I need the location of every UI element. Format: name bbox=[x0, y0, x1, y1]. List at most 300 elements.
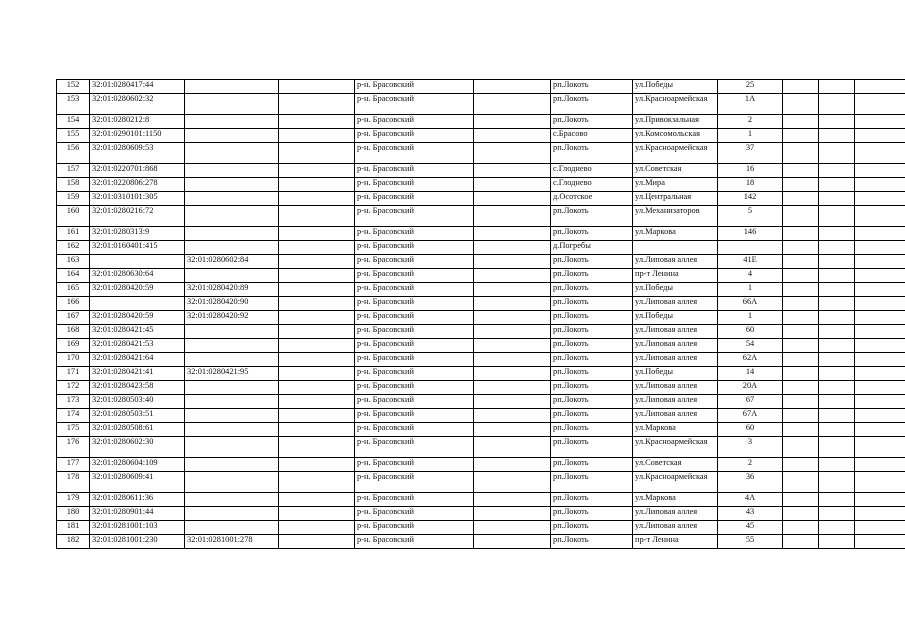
district-cell: р-н. Брасовский bbox=[355, 472, 474, 493]
blank-col-d-cell bbox=[819, 255, 855, 269]
blank-col-d-cell bbox=[819, 94, 855, 115]
blank-col-e-cell bbox=[855, 143, 905, 164]
cadastral-number-cell: 32:01:0280611:36 bbox=[90, 493, 185, 507]
table-row bbox=[57, 283, 905, 297]
street-cell: пр-т Ленина bbox=[633, 535, 718, 549]
blank-col-c-cell bbox=[783, 521, 819, 535]
blank-col-d-cell bbox=[819, 283, 855, 297]
blank-col-d-cell bbox=[819, 353, 855, 367]
blank-col-e-cell bbox=[855, 325, 905, 339]
street-cell: ул.Мира bbox=[633, 178, 718, 192]
blank-col-b-cell bbox=[474, 521, 551, 535]
blank-col-a-cell bbox=[279, 297, 355, 311]
blank-col-a-cell bbox=[279, 178, 355, 192]
street-cell: ул.Победы bbox=[633, 311, 718, 325]
blank-col-b-cell bbox=[474, 507, 551, 521]
blank-col-b-cell bbox=[474, 325, 551, 339]
parent-cadastral-number-cell bbox=[185, 381, 279, 395]
blank-col-c-cell bbox=[783, 423, 819, 437]
blank-col-b-cell bbox=[474, 472, 551, 493]
parent-cadastral-number-cell bbox=[185, 94, 279, 115]
street-cell: ул.Маркова bbox=[633, 493, 718, 507]
house-number-cell: 146 bbox=[718, 227, 783, 241]
cadastral-number-cell: 32:01:0280421:53 bbox=[90, 339, 185, 353]
district-cell: р-н. Брасовский bbox=[355, 129, 474, 143]
cadastral-number-cell: 32:01:0280417:44 bbox=[90, 80, 185, 94]
district-cell: р-н. Брасовский bbox=[355, 311, 474, 325]
locality-cell: рп.Локоть bbox=[551, 409, 633, 423]
street-cell: ул.Красноармейская bbox=[633, 94, 718, 115]
district-cell: р-н. Брасовский bbox=[355, 367, 474, 381]
blank-col-a-cell bbox=[279, 311, 355, 325]
street-cell: ул.Центральная bbox=[633, 192, 718, 206]
blank-col-b-cell bbox=[474, 206, 551, 227]
table-row bbox=[57, 143, 905, 164]
table-row bbox=[57, 255, 905, 269]
locality-cell: рп.Локоть bbox=[551, 143, 633, 164]
row-number-cell: 173 bbox=[57, 395, 90, 409]
table-row bbox=[57, 409, 905, 423]
blank-col-b-cell bbox=[474, 353, 551, 367]
blank-col-d-cell bbox=[819, 80, 855, 94]
table-row bbox=[57, 94, 905, 115]
locality-cell: рп.Локоть bbox=[551, 535, 633, 549]
registry-table bbox=[56, 79, 905, 549]
parent-cadastral-number-cell: 32:01:0280420:90 bbox=[185, 297, 279, 311]
blank-col-a-cell bbox=[279, 437, 355, 458]
blank-col-e-cell bbox=[855, 472, 905, 493]
blank-col-a-cell bbox=[279, 115, 355, 129]
street-cell: ул.Победы bbox=[633, 80, 718, 94]
street-cell: ул.Советская bbox=[633, 164, 718, 178]
row-number-cell: 160 bbox=[57, 206, 90, 227]
blank-col-b-cell bbox=[474, 129, 551, 143]
street-cell: ул.Липовая аллея bbox=[633, 395, 718, 409]
table-row bbox=[57, 241, 905, 255]
locality-cell: рп.Локоть bbox=[551, 80, 633, 94]
house-number-cell: 66А bbox=[718, 297, 783, 311]
blank-col-c-cell bbox=[783, 241, 819, 255]
blank-col-b-cell bbox=[474, 80, 551, 94]
blank-col-d-cell bbox=[819, 311, 855, 325]
blank-col-a-cell bbox=[279, 192, 355, 206]
blank-col-e-cell bbox=[855, 409, 905, 423]
district-cell: р-н. Брасовский bbox=[355, 192, 474, 206]
cadastral-number-cell: 32:01:0280604:109 bbox=[90, 458, 185, 472]
blank-col-b-cell bbox=[474, 283, 551, 297]
cadastral-number-cell: 32:01:0280508:61 bbox=[90, 423, 185, 437]
blank-col-a-cell bbox=[279, 255, 355, 269]
blank-col-c-cell bbox=[783, 297, 819, 311]
blank-col-c-cell bbox=[783, 535, 819, 549]
blank-col-c-cell bbox=[783, 269, 819, 283]
row-number-cell: 154 bbox=[57, 115, 90, 129]
blank-col-b-cell bbox=[474, 164, 551, 178]
house-number-cell: 18 bbox=[718, 178, 783, 192]
parent-cadastral-number-cell bbox=[185, 423, 279, 437]
blank-col-a-cell bbox=[279, 325, 355, 339]
locality-cell: рп.Локоть bbox=[551, 521, 633, 535]
cadastral-number-cell: 32:01:0280420:59 bbox=[90, 283, 185, 297]
blank-col-a-cell bbox=[279, 94, 355, 115]
table-row bbox=[57, 269, 905, 283]
street-cell: ул.Советская bbox=[633, 458, 718, 472]
cadastral-number-cell: 32:01:0280212:8 bbox=[90, 115, 185, 129]
parent-cadastral-number-cell bbox=[185, 192, 279, 206]
house-number-cell: 4 bbox=[718, 269, 783, 283]
blank-col-a-cell bbox=[279, 269, 355, 283]
blank-col-b-cell bbox=[474, 115, 551, 129]
blank-col-e-cell bbox=[855, 178, 905, 192]
parent-cadastral-number-cell bbox=[185, 521, 279, 535]
district-cell: р-н. Брасовский bbox=[355, 80, 474, 94]
district-cell: р-н. Брасовский bbox=[355, 339, 474, 353]
table-row bbox=[57, 192, 905, 206]
blank-col-b-cell bbox=[474, 339, 551, 353]
blank-col-d-cell bbox=[819, 507, 855, 521]
blank-col-d-cell bbox=[819, 395, 855, 409]
cadastral-number-cell: 32:01:0220806:278 bbox=[90, 178, 185, 192]
table-row bbox=[57, 353, 905, 367]
house-number-cell: 1А bbox=[718, 94, 783, 115]
district-cell: р-н. Брасовский bbox=[355, 521, 474, 535]
blank-col-d-cell bbox=[819, 192, 855, 206]
table-row bbox=[57, 129, 905, 143]
table-row bbox=[57, 395, 905, 409]
blank-col-e-cell bbox=[855, 535, 905, 549]
locality-cell: рп.Локоть bbox=[551, 493, 633, 507]
street-cell: ул.Красноармейская bbox=[633, 143, 718, 164]
blank-col-d-cell bbox=[819, 437, 855, 458]
locality-cell: рп.Локоть bbox=[551, 311, 633, 325]
blank-col-e-cell bbox=[855, 129, 905, 143]
parent-cadastral-number-cell bbox=[185, 353, 279, 367]
house-number-cell: 55 bbox=[718, 535, 783, 549]
district-cell: р-н. Брасовский bbox=[355, 178, 474, 192]
blank-col-e-cell bbox=[855, 493, 905, 507]
cadastral-number-cell: 32:01:0280609:41 bbox=[90, 472, 185, 493]
district-cell: р-н. Брасовский bbox=[355, 437, 474, 458]
locality-cell: рп.Локоть bbox=[551, 507, 633, 521]
row-number-cell: 175 bbox=[57, 423, 90, 437]
cadastral-number-cell: 32:01:0220701:868 bbox=[90, 164, 185, 178]
parent-cadastral-number-cell: 32:01:0280421:95 bbox=[185, 367, 279, 381]
parent-cadastral-number-cell bbox=[185, 129, 279, 143]
house-number-cell: 37 bbox=[718, 143, 783, 164]
street-cell: ул.Липовая аллея bbox=[633, 507, 718, 521]
street-cell: ул.Комсомольская bbox=[633, 129, 718, 143]
cadastral-number-cell: 32:01:0280421:45 bbox=[90, 325, 185, 339]
parent-cadastral-number-cell bbox=[185, 472, 279, 493]
row-number-cell: 161 bbox=[57, 227, 90, 241]
row-number-cell: 170 bbox=[57, 353, 90, 367]
house-number-cell: 1 bbox=[718, 311, 783, 325]
cadastral-number-cell: 32:01:0280313:9 bbox=[90, 227, 185, 241]
blank-col-c-cell bbox=[783, 192, 819, 206]
blank-col-e-cell bbox=[855, 255, 905, 269]
blank-col-a-cell bbox=[279, 143, 355, 164]
district-cell: р-н. Брасовский bbox=[355, 269, 474, 283]
house-number-cell: 62А bbox=[718, 353, 783, 367]
street-cell: ул.Механизаторов bbox=[633, 206, 718, 227]
row-number-cell: 169 bbox=[57, 339, 90, 353]
blank-col-c-cell bbox=[783, 255, 819, 269]
blank-col-b-cell bbox=[474, 311, 551, 325]
district-cell: р-н. Брасовский bbox=[355, 423, 474, 437]
blank-col-b-cell bbox=[474, 192, 551, 206]
parent-cadastral-number-cell: 32:01:0280420:92 bbox=[185, 311, 279, 325]
table-row bbox=[57, 472, 905, 493]
locality-cell: рп.Локоть bbox=[551, 472, 633, 493]
cadastral-number-cell: 32:01:0280503:51 bbox=[90, 409, 185, 423]
table-row bbox=[57, 521, 905, 535]
cadastral-number-cell: 32:01:0280421:41 bbox=[90, 367, 185, 381]
blank-col-b-cell bbox=[474, 143, 551, 164]
row-number-cell: 167 bbox=[57, 311, 90, 325]
blank-col-d-cell bbox=[819, 115, 855, 129]
blank-col-e-cell bbox=[855, 227, 905, 241]
blank-col-c-cell bbox=[783, 206, 819, 227]
blank-col-a-cell bbox=[279, 423, 355, 437]
blank-col-c-cell bbox=[783, 472, 819, 493]
parent-cadastral-number-cell bbox=[185, 241, 279, 255]
blank-col-c-cell bbox=[783, 367, 819, 381]
blank-col-e-cell bbox=[855, 80, 905, 94]
blank-col-e-cell bbox=[855, 381, 905, 395]
blank-col-d-cell bbox=[819, 164, 855, 178]
house-number-cell: 2 bbox=[718, 115, 783, 129]
cadastral-number-cell: 32:01:0280609:53 bbox=[90, 143, 185, 164]
row-number-cell: 166 bbox=[57, 297, 90, 311]
table-row bbox=[57, 423, 905, 437]
blank-col-e-cell bbox=[855, 458, 905, 472]
blank-col-d-cell bbox=[819, 535, 855, 549]
street-cell: ул.Победы bbox=[633, 367, 718, 381]
blank-col-c-cell bbox=[783, 129, 819, 143]
blank-col-d-cell bbox=[819, 241, 855, 255]
blank-col-c-cell bbox=[783, 94, 819, 115]
parent-cadastral-number-cell bbox=[185, 507, 279, 521]
cadastral-number-cell: 32:01:0160401:415 bbox=[90, 241, 185, 255]
house-number-cell: 25 bbox=[718, 80, 783, 94]
blank-col-d-cell bbox=[819, 206, 855, 227]
locality-cell: рп.Локоть bbox=[551, 353, 633, 367]
blank-col-a-cell bbox=[279, 535, 355, 549]
house-number-cell: 142 bbox=[718, 192, 783, 206]
parent-cadastral-number-cell bbox=[185, 227, 279, 241]
street-cell: ул.Липовая аллея bbox=[633, 339, 718, 353]
blank-col-c-cell bbox=[783, 227, 819, 241]
blank-col-d-cell bbox=[819, 297, 855, 311]
locality-cell: д.Осотское bbox=[551, 192, 633, 206]
blank-col-b-cell bbox=[474, 255, 551, 269]
street-cell: ул.Липовая аллея bbox=[633, 521, 718, 535]
blank-col-e-cell bbox=[855, 164, 905, 178]
locality-cell: рп.Локоть bbox=[551, 269, 633, 283]
blank-col-a-cell bbox=[279, 283, 355, 297]
blank-col-b-cell bbox=[474, 367, 551, 381]
blank-col-d-cell bbox=[819, 143, 855, 164]
parent-cadastral-number-cell bbox=[185, 178, 279, 192]
blank-col-e-cell bbox=[855, 241, 905, 255]
house-number-cell: 67 bbox=[718, 395, 783, 409]
cadastral-number-cell: 32:01:0280602:32 bbox=[90, 94, 185, 115]
row-number-cell: 153 bbox=[57, 94, 90, 115]
blank-col-a-cell bbox=[279, 493, 355, 507]
blank-col-c-cell bbox=[783, 381, 819, 395]
parent-cadastral-number-cell bbox=[185, 325, 279, 339]
parent-cadastral-number-cell bbox=[185, 339, 279, 353]
cadastral-number-cell bbox=[90, 297, 185, 311]
street-cell: ул.Липовая аллея bbox=[633, 297, 718, 311]
table-row bbox=[57, 493, 905, 507]
blank-col-a-cell bbox=[279, 458, 355, 472]
blank-col-a-cell bbox=[279, 367, 355, 381]
blank-col-e-cell bbox=[855, 115, 905, 129]
blank-col-c-cell bbox=[783, 143, 819, 164]
house-number-cell: 14 bbox=[718, 367, 783, 381]
street-cell: ул.Липовая аллея bbox=[633, 409, 718, 423]
blank-col-e-cell bbox=[855, 521, 905, 535]
parent-cadastral-number-cell: 32:01:0280602:84 bbox=[185, 255, 279, 269]
blank-col-d-cell bbox=[819, 521, 855, 535]
locality-cell: рп.Локоть bbox=[551, 206, 633, 227]
row-number-cell: 172 bbox=[57, 381, 90, 395]
row-number-cell: 158 bbox=[57, 178, 90, 192]
cadastral-number-cell: 32:01:0290101:1150 bbox=[90, 129, 185, 143]
blank-col-e-cell bbox=[855, 339, 905, 353]
cadastral-number-cell: 32:01:0281001:230 bbox=[90, 535, 185, 549]
blank-col-d-cell bbox=[819, 339, 855, 353]
blank-col-b-cell bbox=[474, 269, 551, 283]
blank-col-d-cell bbox=[819, 458, 855, 472]
table-row bbox=[57, 311, 905, 325]
table-row bbox=[57, 178, 905, 192]
cadastral-number-cell bbox=[90, 255, 185, 269]
house-number-cell: 54 bbox=[718, 339, 783, 353]
house-number-cell: 2 bbox=[718, 458, 783, 472]
street-cell: ул.Липовая аллея bbox=[633, 381, 718, 395]
cadastral-number-cell: 32:01:0280420:59 bbox=[90, 311, 185, 325]
row-number-cell: 178 bbox=[57, 472, 90, 493]
row-number-cell: 174 bbox=[57, 409, 90, 423]
blank-col-c-cell bbox=[783, 353, 819, 367]
cadastral-number-cell: 32:01:0280216:72 bbox=[90, 206, 185, 227]
district-cell: р-н. Брасовский bbox=[355, 535, 474, 549]
house-number-cell: 1 bbox=[718, 129, 783, 143]
blank-col-a-cell bbox=[279, 80, 355, 94]
row-number-cell: 155 bbox=[57, 129, 90, 143]
street-cell: ул.Привокзальная bbox=[633, 115, 718, 129]
blank-col-a-cell bbox=[279, 472, 355, 493]
blank-col-e-cell bbox=[855, 297, 905, 311]
table-row bbox=[57, 367, 905, 381]
street-cell: пр-т Ленина bbox=[633, 269, 718, 283]
house-number-cell: 1 bbox=[718, 283, 783, 297]
locality-cell: рп.Локоть bbox=[551, 437, 633, 458]
locality-cell: д.Погребы bbox=[551, 241, 633, 255]
blank-col-a-cell bbox=[279, 206, 355, 227]
locality-cell: рп.Локоть bbox=[551, 395, 633, 409]
row-number-cell: 179 bbox=[57, 493, 90, 507]
blank-col-d-cell bbox=[819, 227, 855, 241]
blank-col-e-cell bbox=[855, 423, 905, 437]
district-cell: р-н. Брасовский bbox=[355, 395, 474, 409]
house-number-cell: 41Е bbox=[718, 255, 783, 269]
blank-col-e-cell bbox=[855, 94, 905, 115]
blank-col-a-cell bbox=[279, 507, 355, 521]
blank-col-d-cell bbox=[819, 129, 855, 143]
district-cell: р-н. Брасовский bbox=[355, 241, 474, 255]
district-cell: р-н. Брасовский bbox=[355, 227, 474, 241]
row-number-cell: 181 bbox=[57, 521, 90, 535]
district-cell: р-н. Брасовский bbox=[355, 115, 474, 129]
blank-col-e-cell bbox=[855, 353, 905, 367]
row-number-cell: 157 bbox=[57, 164, 90, 178]
blank-col-d-cell bbox=[819, 423, 855, 437]
blank-col-c-cell bbox=[783, 339, 819, 353]
table-row bbox=[57, 297, 905, 311]
row-number-cell: 152 bbox=[57, 80, 90, 94]
parent-cadastral-number-cell: 32:01:0281001:278 bbox=[185, 535, 279, 549]
parent-cadastral-number-cell bbox=[185, 493, 279, 507]
blank-col-c-cell bbox=[783, 115, 819, 129]
cadastral-number-cell: 32:01:0280503:40 bbox=[90, 395, 185, 409]
row-number-cell: 180 bbox=[57, 507, 90, 521]
district-cell: р-н. Брасовский bbox=[355, 283, 474, 297]
blank-col-c-cell bbox=[783, 178, 819, 192]
table-row bbox=[57, 80, 905, 94]
street-cell: ул.Маркова bbox=[633, 423, 718, 437]
locality-cell: рп.Локоть bbox=[551, 325, 633, 339]
blank-col-e-cell bbox=[855, 283, 905, 297]
blank-col-d-cell bbox=[819, 409, 855, 423]
row-number-cell: 176 bbox=[57, 437, 90, 458]
cadastral-number-cell: 32:01:0280421:64 bbox=[90, 353, 185, 367]
parent-cadastral-number-cell: 32:01:0280420:89 bbox=[185, 283, 279, 297]
blank-col-c-cell bbox=[783, 395, 819, 409]
parent-cadastral-number-cell bbox=[185, 80, 279, 94]
blank-col-a-cell bbox=[279, 227, 355, 241]
blank-col-e-cell bbox=[855, 206, 905, 227]
blank-col-a-cell bbox=[279, 521, 355, 535]
blank-col-b-cell bbox=[474, 437, 551, 458]
parent-cadastral-number-cell bbox=[185, 206, 279, 227]
locality-cell: рп.Локоть bbox=[551, 297, 633, 311]
blank-col-a-cell bbox=[279, 129, 355, 143]
house-number-cell: 36 bbox=[718, 472, 783, 493]
blank-col-b-cell bbox=[474, 409, 551, 423]
table-row bbox=[57, 325, 905, 339]
locality-cell: рп.Локоть bbox=[551, 115, 633, 129]
house-number-cell: 16 bbox=[718, 164, 783, 178]
locality-cell: рп.Локоть bbox=[551, 381, 633, 395]
locality-cell: рп.Локоть bbox=[551, 367, 633, 381]
street-cell: ул.Липовая аллея bbox=[633, 353, 718, 367]
house-number-cell: 3 bbox=[718, 437, 783, 458]
blank-col-d-cell bbox=[819, 178, 855, 192]
blank-col-b-cell bbox=[474, 493, 551, 507]
parent-cadastral-number-cell bbox=[185, 437, 279, 458]
blank-col-b-cell bbox=[474, 423, 551, 437]
cadastral-number-cell: 32:01:0280602:30 bbox=[90, 437, 185, 458]
cadastral-number-cell: 32:01:0280630:64 bbox=[90, 269, 185, 283]
blank-col-c-cell bbox=[783, 283, 819, 297]
table-row bbox=[57, 339, 905, 353]
cadastral-number-cell: 32:01:0310101:305 bbox=[90, 192, 185, 206]
blank-col-d-cell bbox=[819, 493, 855, 507]
district-cell: р-н. Брасовский bbox=[355, 381, 474, 395]
